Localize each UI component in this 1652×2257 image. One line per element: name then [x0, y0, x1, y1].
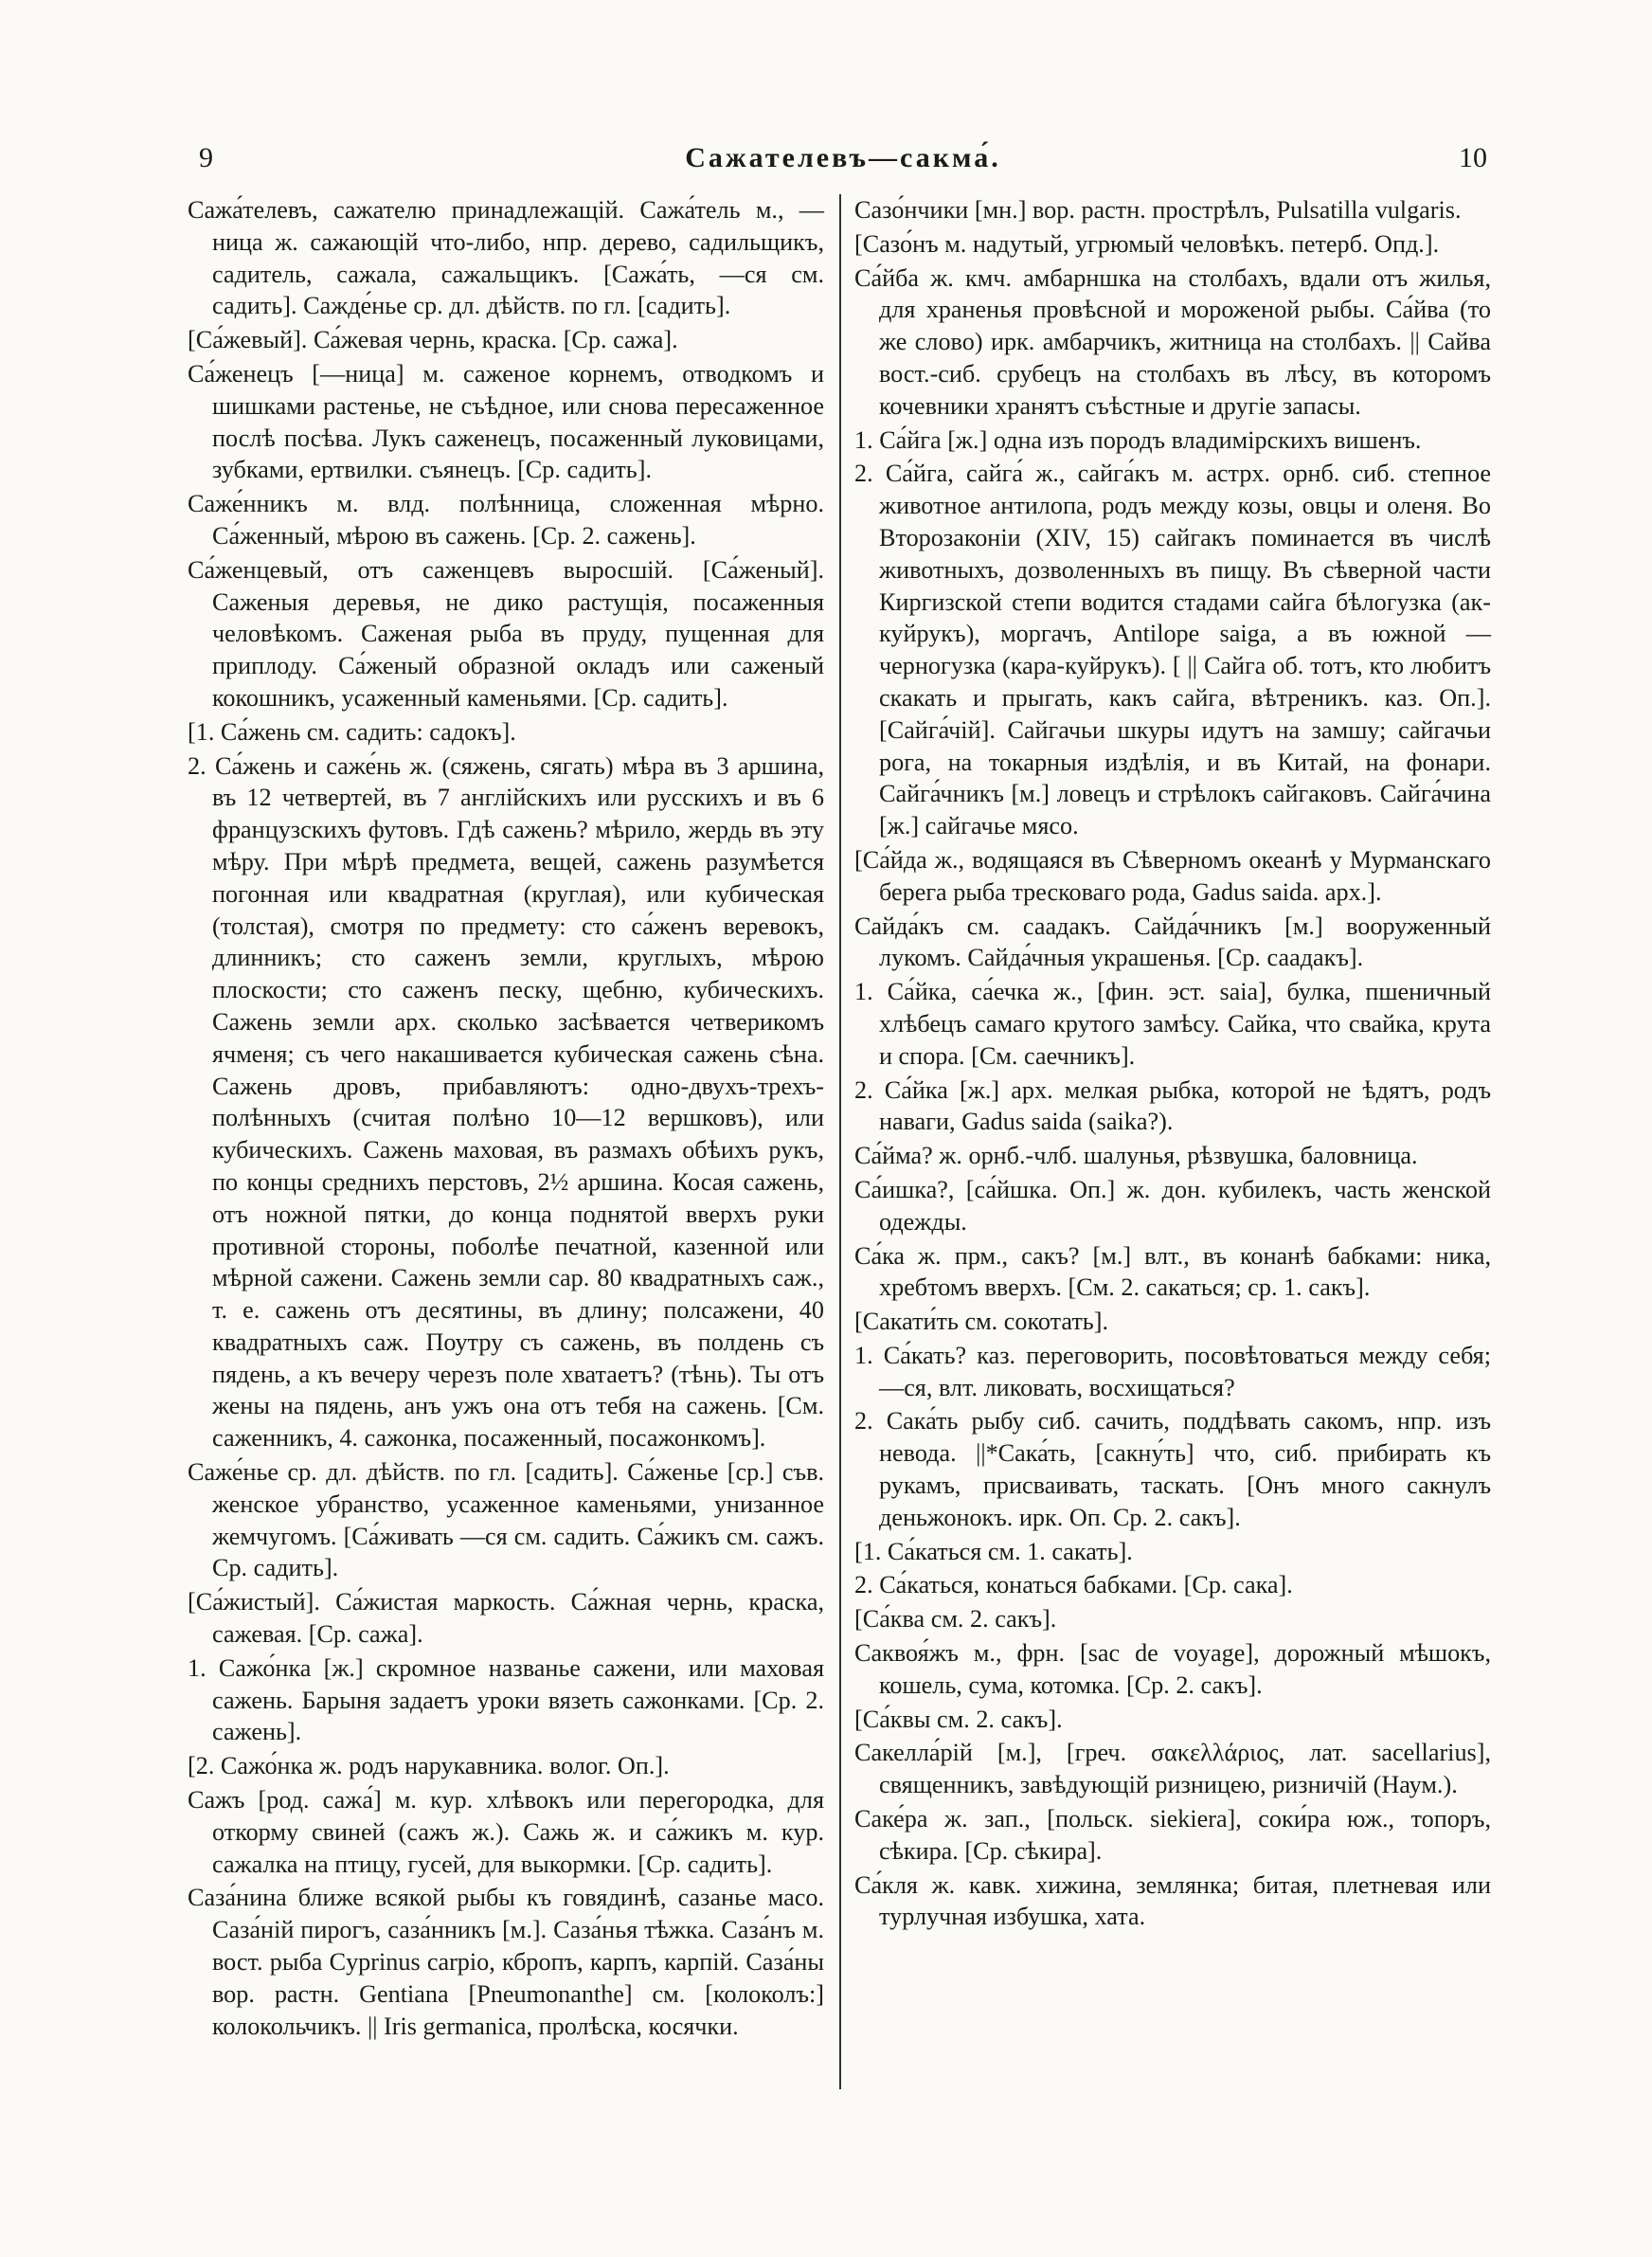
column-divider	[839, 194, 841, 2089]
dictionary-entry: 2. Са́каться, конаться бабками. [Ср. сака].	[854, 1571, 1293, 1599]
dictionary-entry: Саквоя́жъ м., фрн. [sac de voyage], дорожный мѣшокъ, кошель, сума, котомка. [Ср. 2. сакъ].	[854, 1639, 1491, 1699]
dictionary-entry: Саке́ра ж. зап., [польск. siekiera], соки́ра юж., топоръ, сѣкира. [Ср. сѣкира].	[854, 1805, 1491, 1865]
dictionary-entry: 1. Сажо́нка [ж.] скромное названье сажени, или маховая сажень. Барыня задаетъ уроки вязеть сажонками. [Ср. 2. сажень].	[188, 1653, 824, 1746]
dictionary-entry: [Са́жевый]. Са́жевая чернь, краска. [Ср. сажа].	[188, 326, 678, 354]
dictionary-entry: Саже́нникъ м. влд. полѣнница, сложенная мѣрно. Са́женный, мѣрою въ сажень. [Ср. 2. сажень].	[188, 490, 824, 550]
dictionary-entry: Са́йма? ж. орнб.-члб. шалунья, рѣзвушка, баловница.	[854, 1142, 1418, 1170]
page-number-right: 10	[1459, 142, 1487, 173]
dictionary-entry: [Са́йда ж., водящаяся въ Сѣверномъ океанѣ у Мурманскаго берега рыба тресковаго рода, Gadus saida. арх.].	[854, 845, 1491, 906]
dictionary-entry: 1. Са́кать? каз. переговорить, посовѣтоваться между себя; —ся, влт. ликовать, восхищаться?	[854, 1341, 1491, 1401]
dictionary-entry: Сакелла́рій [м.], [греч. σακελλάριος, лат. sacellarius], священникъ, завѣдующій ризницею, ризничій (Наум.).	[854, 1739, 1491, 1799]
dictionary-entry: 2. Са́йка [ж.] арх. мелкая рыбка, которой не ѣдятъ, родъ наваги, Gadus saida (saika?).	[854, 1075, 1491, 1136]
dictionary-entry: 1. Са́йка, са́ечка ж., [фин. эст. saia], булка, пшеничный хлѣбецъ самаго крутого замѣсу. Сайка, что свайка, крута и спора. [См. саечникъ].	[854, 978, 1491, 1070]
dictionary-entry: Сажъ [род. сажа́] м. кур. хлѣвокъ или перегородка, для откорму свиней (сажъ ж.). Сажь ж. и са́жикъ м. кур. сажалка на птицу, гусей, для выкормки. [Ср. садить].	[188, 1786, 824, 1878]
dictionary-entry: Са́кля ж. кавк. хижина, землянка; битая, плетневая или турлучная избушка, хата.	[854, 1870, 1491, 1931]
running-title: Сажателевъ—сакма́.	[685, 142, 1001, 173]
dictionary-entry: Сайда́къ см. саадакъ. Сайда́чникъ [м.] вооруженный лукомъ. Сайда́чныя украшенья. [Ср. саадакъ].	[854, 912, 1491, 972]
dictionary-entry: Са́женецъ [—ница] м. саженое корнемъ, отводкомъ и шишками растенье, не съѣдное, или снова пересаженное послѣ посѣва. Лукъ саженецъ, посаженный луковицами, зубками, ертвилки. съянецъ. [Ср. садить].	[188, 359, 824, 484]
dictionary-entry: [Сазо́нъ м. надутый, угрюмый человѣкъ. петерб. Опд.].	[854, 229, 1440, 258]
dictionary-entry: Саза́нина ближе всякой рыбы къ говядинѣ, сазанье масо. Саза́ній пирогъ, саза́нникъ [м.]. Саза́нья тѣжка. Саза́нъ м. вост. рыба Cyprinus carpio, кбропъ, карпъ, карпій. Саза́ны вор. растн. Gentiana [Pneumonanthe] см. [колоколъ:] колокольчикъ. || Iris germanica, пролѣска, косячки.	[188, 1884, 824, 2040]
right-column	[854, 194, 1491, 1935]
dictionary-entry: [2. Сажо́нка ж. родъ нарукавника. волог. Оп.].	[188, 1752, 670, 1780]
dictionary-entry: Сазо́нчики [мн.] вор. растн. прострѣлъ, Pulsatilla vulgaris.	[854, 196, 1462, 224]
dictionary-entry: [1. Са́жень см. садить: садокъ].	[188, 717, 516, 746]
page-header	[180, 142, 1506, 184]
dictionary-entry: [Са́жистый]. Са́жистая маркость. Са́жная чернь, краска, сажевая. [Ср. сажа].	[188, 1588, 824, 1649]
dictionary-entry: [1. Са́каться см. 1. сакать].	[854, 1537, 1133, 1565]
dictionary-entry: Са́йба ж. кмч. амбарншка на столбахъ, вдали отъ жилья, для храненья провѣсной и мороженой рыбы. Са́йва (то же слово) ирк. амбарчикъ, житница на столбахъ. || Сайва вост.-сиб. срубецъ на столбахъ въ лѣсу, въ которомъ кочевники хранятъ съѣстные и другіе запасы.	[854, 263, 1491, 420]
dictionary-entry: [Сакати́ть см. сокотать].	[854, 1308, 1108, 1336]
dictionary-entry: [Са́квы см. 2. сакъ].	[854, 1705, 1063, 1733]
left-column	[188, 194, 824, 2044]
dictionary-entry: 2. Сака́ть рыбу сиб. сачить, поддѣвать сакомъ, нпр. изъ невода. ||*Сака́ть, [сакну́ть] что, сиб. прибирать къ рукамъ, присваивать, таскать. [Онъ много сакнулъ деньжонокъ. ирк. Оп. Ср. 2. сакъ].	[854, 1407, 1491, 1531]
page-number-left: 9	[199, 142, 213, 173]
dictionary-entry: 2. Са́жень и саже́нь ж. (сяжень, сягать) мѣра въ 3 аршина, въ 12 четвертей, въ 7 англійскихъ или русскихъ и въ 6 французскихъ футовъ. Гдѣ сажень? мѣрило, жердь въ эту мѣру. При мѣрѣ предмета, вещей, сажень разумѣется погонная или квадратная (круглая), или кубическая (толстая), смотря по предмету: сто са́женъ веревокъ, длинникъ; сто саженъ земли, круглыхъ, мѣрою плоскости; сто саженъ песку, щебню, кубическихъ. Сажень земли арх. сколько засѣвается четверикомъ ячменя; съ чего накашивается кубическая сажень сѣна. Сажень дровъ, прибавляютъ: одно-двухъ-трехъ-полѣнныхъ (считая полѣно 10—12 вершковъ), или кубическихъ. Сажень маховая, въ размахъ обѣихъ рукъ, по концы среднихъ перстовъ, 2½ аршина. Косая сажень, отъ ножной пятки, до конца поднятой вверхъ руки противной стороны, поболѣе печатной, казенной или мѣрной сажени. Сажень земли сар. 80 квадратныхъ саж., т. е. сажень отъ десятины, въ длину; полсажени, 40 квадратныхъ саж. Поутру съ сажень, въ полдень съ пядень, а къ вечеру черезъ поле хватаетъ? (тѣнь). Ты отъ жены на пядень, анъ ужъ она отъ тебя на сажень. [См. саженникъ, 4. сажонка, посаженный, посажонкомъ].	[188, 751, 824, 1453]
dictionary-entry: [Са́ква см. 2. сакъ].	[854, 1605, 1057, 1634]
dictionary-entry: Са́ка ж. прм., сакъ? [м.] влт., въ конанѣ бабками: ника, хребтомъ вверхъ. [См. 2. сакаться; ср. 1. сакъ].	[854, 1241, 1491, 1302]
dictionary-entry: Саже́нье ср. дл. дѣйств. по гл. [садить]. Са́женье [ср.] съв. женское убранство, усаженное каменьями, унизанное жемчугомъ. [Са́живать —ся см. садить. Са́жикъ см. сажъ. Ср. садить].	[188, 1458, 824, 1582]
dictionary-entry: Са́женцевый, отъ саженцевъ выросшій. [Са́женый]. Саженыя деревья, не дико растущія, посаженныя человѣкомъ. Саженая рыба въ пруду, пущенная для приплоду. Са́женый образной окладъ или саженый кокошникъ, усаженный каменьями. [Ср. садить].	[188, 555, 824, 712]
dictionary-entry: Са́ишка?, [са́йшка. Оп.] ж. дон. кубилекъ, часть женской одежды.	[854, 1175, 1491, 1236]
dictionary-entry: 1. Са́йга [ж.] одна изъ породъ владимірскихъ вишенъ.	[854, 425, 1422, 454]
dictionary-entry: Сажа́телевъ, сажателю принадлежащій. Сажа́тель м., —ница ж. сажающій что-либо, нпр. дерево, садильщикъ, садитель, сажала, сажальщикъ. [Сажа́ть, —ся см. садить]. Сажде́нье ср. дл. дѣйств. по гл. [садить].	[188, 196, 824, 320]
dictionary-entry: 2. Са́йга, сайга́ ж., сайга́къ м. астрх. орнб. сиб. степное животное антилопа, родъ между козы, овцы и оленя. Во Второзаконіи (XIV, 15) сайгакъ поминается въ числѣ животныхъ, дозволенныхъ въ пищу. Въ сѣверной части Киргизской степи водится стадами сайга бѣлогузка (ак-куйрукъ), моргачъ, Antilope saiga, а въ южной — черногузка (кара-куйрукъ). [ || Сайга об. тотъ, кто любитъ скакать и прыгать, какъ сайга, вѣтреникъ. каз. Оп.]. [Сайга́чій]. Сайгачьи шкуры идутъ на замшу; сайгачьи рога, на токарныя издѣлія, и въ Китай, на фонари. Сайга́чникъ [м.] ловецъ и стрѣлокъ сайгаковъ. Сайга́чина [ж.] сайгачье мясо.	[854, 460, 1491, 840]
